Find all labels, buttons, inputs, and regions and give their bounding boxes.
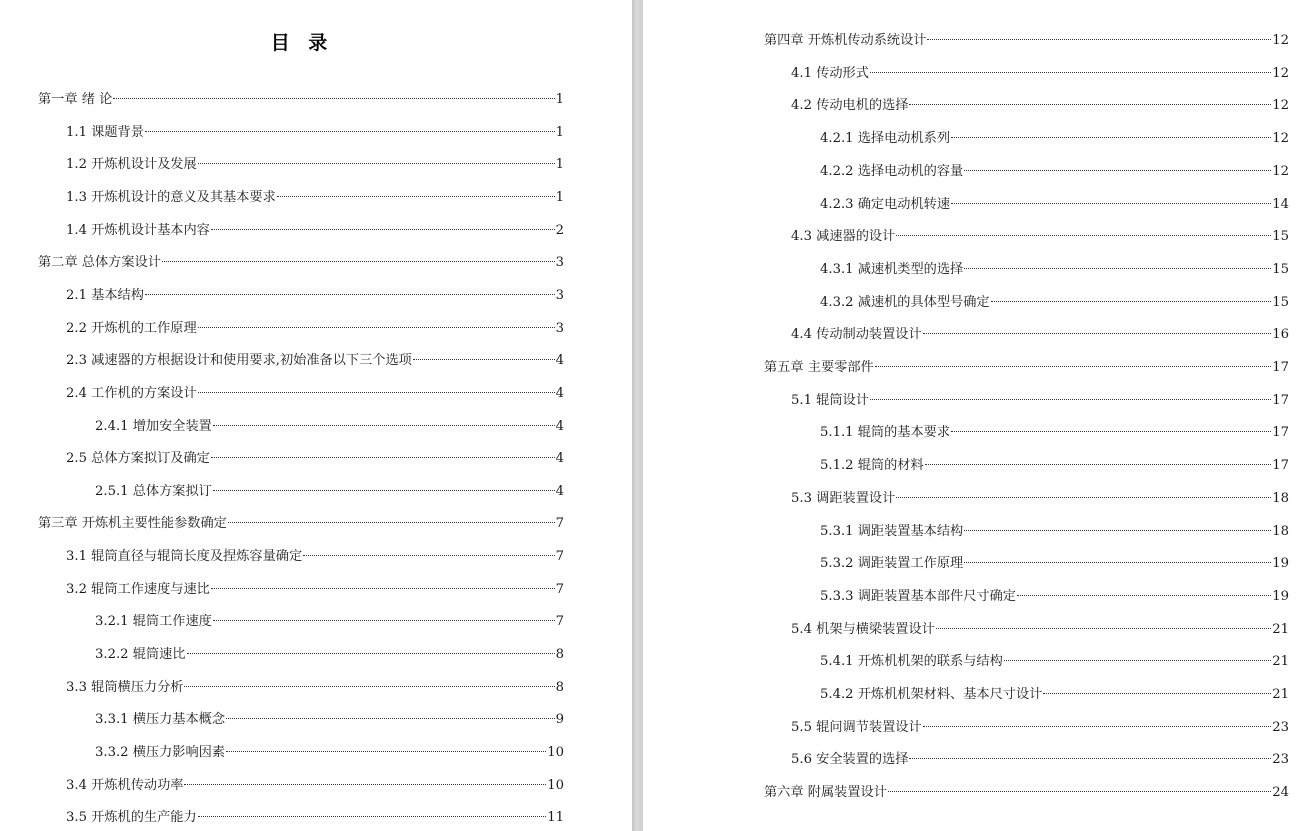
toc-entry-title: 5.1.1 辊筒的基本要求 [820, 425, 951, 441]
toc-entry-page-number: 3 [555, 320, 564, 336]
toc-entry-page-number: 1 [555, 92, 564, 107]
toc-entry[interactable] [66, 808, 564, 828]
toc-entry-page-number: 10 [547, 745, 564, 760]
toc-entry-page-number: 1 [555, 189, 564, 205]
toc-entry-page-number: 8 [555, 679, 564, 695]
toc-entry-title: 2.3 减速器的方根据设计和使用要求,初始准备以下三个选项 [66, 353, 412, 369]
toc-entry-title: 5.6 安全装置的选择 [791, 752, 909, 768]
page-gutter [632, 0, 643, 831]
toc-entry[interactable] [66, 384, 564, 404]
toc-entry-page-number: 12 [1272, 131, 1289, 147]
toc-entry-page-number: 12 [1272, 33, 1289, 48]
toc-entry[interactable] [820, 685, 1289, 705]
toc-entry-page-number: 7 [555, 549, 564, 565]
dot-leader [964, 562, 1271, 563]
toc-entry[interactable] [791, 718, 1289, 738]
toc-entry-title: 4.1 传动形式 [791, 65, 869, 81]
toc-entry[interactable] [66, 678, 564, 698]
toc-page-left [0, 0, 632, 831]
dot-leader [198, 327, 555, 328]
toc-entry-page-number: 7 [555, 516, 564, 532]
toc-entry-title: 5.3.3 调距装置基本部件尺寸确定 [820, 588, 1016, 604]
dot-leader [909, 104, 1271, 105]
dot-leader [936, 628, 1271, 629]
toc-entry-page-number: 4 [555, 353, 564, 369]
toc-entry-title: 4.2 传动电机的选择 [791, 98, 909, 114]
toc-entry-page-number: 15 [1272, 294, 1289, 310]
toc-entry-page-number: 4 [555, 483, 564, 499]
dot-leader [923, 726, 1272, 727]
toc-entry[interactable] [791, 620, 1289, 640]
dot-leader [413, 359, 555, 360]
toc-entry-title: 5.4.1 开炼机机架的联系与结构 [820, 654, 1003, 670]
toc-entry-page-number: 19 [1272, 556, 1289, 572]
toc-entry-title: 2.5.1 总体方案拟订 [95, 483, 212, 499]
toc-entry-page-number: 1 [555, 157, 564, 173]
toc-entry-title: 5.3.1 调距装置基本结构 [820, 523, 964, 539]
toc-entry-page-number: 12 [1272, 65, 1289, 81]
toc-entry[interactable] [820, 423, 1289, 443]
dot-leader [213, 425, 555, 426]
toc-entry-title: 5.3.2 调距装置工作原理 [820, 556, 964, 572]
toc-entry-page-number: 8 [555, 647, 564, 663]
toc-entry[interactable] [764, 783, 1289, 803]
toc-entry-title: 3.3.2 横压力影响因素 [95, 745, 226, 760]
toc-entry-page-number: 9 [555, 712, 564, 728]
toc-entry-page-number: 17 [1272, 425, 1289, 441]
dot-leader [923, 333, 1272, 334]
toc-entry-title: 5.3 调距装置设计 [791, 490, 896, 506]
dot-leader [145, 131, 555, 132]
dot-leader [1043, 693, 1271, 694]
toc-entry-title: 第二章 总体方案设计 [38, 255, 161, 271]
dot-leader [888, 791, 1271, 792]
toc-entry[interactable] [820, 162, 1289, 182]
toc-entry[interactable] [66, 221, 564, 241]
toc-entry[interactable] [95, 417, 564, 437]
toc-entry-title: 2.1 基本结构 [66, 287, 144, 303]
toc-entry-title: 第四章 开炼机传动系统设计 [764, 33, 927, 48]
toc-entry-title: 3.5 开炼机的生产能力 [66, 810, 197, 826]
toc-entry[interactable] [820, 652, 1289, 672]
toc-entry-page-number: 14 [1272, 196, 1289, 212]
toc-entry[interactable] [95, 710, 564, 730]
dot-leader [870, 72, 1271, 73]
toc-entry-title: 1.3 开炼机设计的意义及其基本要求 [66, 189, 276, 205]
toc-entry-page-number: 17 [1272, 392, 1289, 408]
dot-leader [896, 497, 1271, 498]
toc-entry[interactable] [95, 612, 564, 632]
toc-entry[interactable] [764, 31, 1289, 51]
toc-title: 目 录 [270, 32, 334, 54]
toc-entry-title: 5.4 机架与横梁装置设计 [791, 621, 935, 637]
toc-entry-title: 4.4 传动制动装置设计 [791, 327, 922, 343]
toc-entry[interactable] [95, 482, 564, 502]
dot-leader [226, 751, 546, 752]
toc-entry-title: 2.4 工作机的方案设计 [66, 385, 197, 401]
dot-leader [991, 301, 1272, 302]
toc-entry-title: 5.1 辊筒设计 [791, 392, 869, 408]
dot-leader [211, 229, 555, 230]
toc-entry-title: 1.4 开炼机设计基本内容 [66, 222, 210, 238]
toc-entry[interactable] [820, 293, 1289, 313]
toc-entry-page-number: 12 [1272, 98, 1289, 114]
toc-entry-title: 1.2 开炼机设计及发展 [66, 157, 197, 173]
toc-entry-title: 2.5 总体方案拟订及确定 [66, 451, 210, 467]
toc-entry[interactable] [791, 227, 1289, 247]
toc-entry-title: 5.1.2 辊筒的材料 [820, 458, 924, 474]
toc-entry-page-number: 23 [1272, 752, 1289, 768]
toc-entry-title: 3.1 辊筒直径与辊筒长度及捏炼容量确定 [66, 549, 303, 565]
dot-leader [211, 588, 555, 589]
dot-leader [187, 653, 555, 654]
toc-entry-title: 5.5 辊问调节装置设计 [791, 719, 922, 735]
toc-entry[interactable] [38, 90, 564, 110]
toc-entry-title: 4.3 减速器的设计 [791, 229, 896, 245]
toc-entry[interactable] [791, 391, 1289, 411]
toc-entry[interactable] [820, 522, 1289, 542]
toc-entry-page-number: 15 [1272, 261, 1289, 277]
dot-leader [870, 399, 1271, 400]
dot-leader [964, 170, 1271, 171]
toc-entry[interactable] [820, 260, 1289, 280]
toc-entry-title: 3.3.1 横压力基本概念 [95, 712, 226, 728]
toc-entry-page-number: 4 [555, 451, 564, 467]
toc-entry-page-number: 1 [555, 124, 564, 140]
toc-entry-page-number: 17 [1272, 360, 1289, 375]
dot-leader [198, 816, 547, 817]
dot-leader [964, 530, 1271, 531]
toc-page-right [643, 0, 1298, 831]
toc-entry-page-number: 12 [1272, 163, 1289, 179]
toc-entry-title: 3.2.2 辊筒速比 [95, 647, 186, 663]
toc-entry-page-number: 19 [1272, 588, 1289, 604]
dot-leader [184, 784, 546, 785]
toc-entry-page-number: 3 [555, 255, 564, 271]
toc-entry-title: 3.4 开炼机传动功率 [66, 777, 184, 793]
toc-entry-page-number: 24 [1272, 785, 1289, 801]
toc-entry[interactable] [791, 64, 1289, 84]
toc-entry-page-number: 7 [555, 581, 564, 597]
dot-leader [145, 294, 555, 295]
toc-entry-title: 4.3.1 减速机类型的选择 [820, 261, 964, 277]
toc-entry-page-number: 10 [547, 777, 564, 793]
dot-leader [1017, 595, 1271, 596]
toc-entry[interactable] [66, 123, 564, 143]
toc-entry-page-number: 21 [1272, 621, 1289, 637]
toc-entry-page-number: 4 [555, 418, 564, 434]
toc-entry-page-number: 3 [555, 287, 564, 303]
dot-leader [909, 758, 1271, 759]
toc-entry[interactable] [95, 743, 564, 763]
dot-leader [951, 203, 1271, 204]
toc-entry[interactable] [66, 449, 564, 469]
toc-entry[interactable] [66, 286, 564, 306]
dot-leader [303, 555, 554, 556]
toc-entry-title: 4.3.2 减速机的具体型号确定 [820, 294, 990, 310]
toc-entry[interactable] [791, 750, 1289, 770]
toc-entry-title: 4.2.2 选择电动机的容量 [820, 163, 964, 179]
dot-leader [875, 366, 1272, 367]
dot-leader [896, 235, 1271, 236]
toc-entry-title: 3.2 辊筒工作速度与速比 [66, 581, 210, 597]
toc-entry[interactable] [38, 514, 564, 534]
toc-entry[interactable] [95, 645, 564, 665]
toc-entry-title: 第三章 开炼机主要性能参数确定 [38, 516, 227, 532]
toc-entry-page-number: 4 [555, 385, 564, 401]
toc-entry[interactable] [791, 325, 1289, 345]
toc-entry-title: 4.2.1 选择电动机系列 [820, 131, 951, 147]
toc-entry[interactable] [66, 351, 564, 371]
dot-leader [951, 137, 1271, 138]
toc-entry[interactable] [66, 547, 564, 567]
dot-leader [162, 261, 555, 262]
dot-leader [925, 464, 1272, 465]
dot-leader [113, 98, 554, 99]
toc-entry-title: 第一章 绪 论 [38, 92, 113, 107]
dot-leader [198, 392, 555, 393]
toc-entry-page-number: 7 [555, 614, 564, 630]
dot-leader [927, 39, 1271, 40]
toc-entry[interactable] [66, 319, 564, 339]
toc-entry[interactable] [820, 554, 1289, 574]
toc-entry-page-number: 11 [547, 810, 564, 826]
toc-entry-page-number: 18 [1272, 523, 1289, 539]
toc-entry-page-number: 16 [1272, 327, 1289, 343]
toc-entry-title: 第五章 主要零部件 [764, 360, 874, 375]
dot-leader [951, 431, 1271, 432]
toc-entry[interactable] [38, 253, 564, 273]
toc-entry-page-number: 21 [1272, 654, 1289, 670]
toc-entry-title: 1.1 课题背景 [66, 124, 144, 140]
toc-entry[interactable] [66, 188, 564, 208]
dot-leader [184, 686, 554, 687]
toc-entry[interactable] [791, 489, 1289, 509]
dot-leader [226, 718, 555, 719]
dot-leader [213, 620, 555, 621]
dot-leader [277, 196, 555, 197]
dot-leader [964, 268, 1271, 269]
toc-entry-page-number: 23 [1272, 719, 1289, 735]
toc-entry-page-number: 17 [1272, 458, 1289, 474]
toc-entry[interactable] [764, 358, 1289, 378]
toc-entry[interactable] [820, 456, 1289, 476]
toc-entry[interactable] [820, 129, 1289, 149]
dot-leader [213, 490, 555, 491]
toc-entry-title: 4.2.3 确定电动机转速 [820, 196, 951, 212]
toc-entry-page-number: 15 [1272, 229, 1289, 245]
toc-entry-title: 3.2.1 辊筒工作速度 [95, 614, 212, 630]
toc-entry[interactable] [820, 195, 1289, 215]
dot-leader [198, 163, 555, 164]
toc-entry-title: 2.2 开炼机的工作原理 [66, 320, 197, 336]
toc-entry[interactable] [66, 776, 564, 796]
toc-entry-page-number: 18 [1272, 490, 1289, 506]
toc-entry[interactable] [820, 587, 1289, 607]
toc-entry-title: 第六章 附属装置设计 [764, 785, 887, 801]
toc-entry-page-number: 2 [555, 222, 564, 238]
dot-leader [211, 457, 555, 458]
toc-entry[interactable] [791, 96, 1289, 116]
dot-leader [1004, 660, 1271, 661]
toc-entry[interactable] [66, 155, 564, 175]
toc-entry-title: 5.4.2 开炼机机架材料、基本尺寸设计 [820, 687, 1043, 702]
toc-entry-title: 3.3 辊筒横压力分析 [66, 679, 184, 695]
toc-entry-page-number: 21 [1272, 687, 1289, 702]
toc-entry[interactable] [66, 580, 564, 600]
dot-leader [228, 522, 555, 523]
toc-entry-title: 2.4.1 增加安全装置 [95, 418, 212, 434]
